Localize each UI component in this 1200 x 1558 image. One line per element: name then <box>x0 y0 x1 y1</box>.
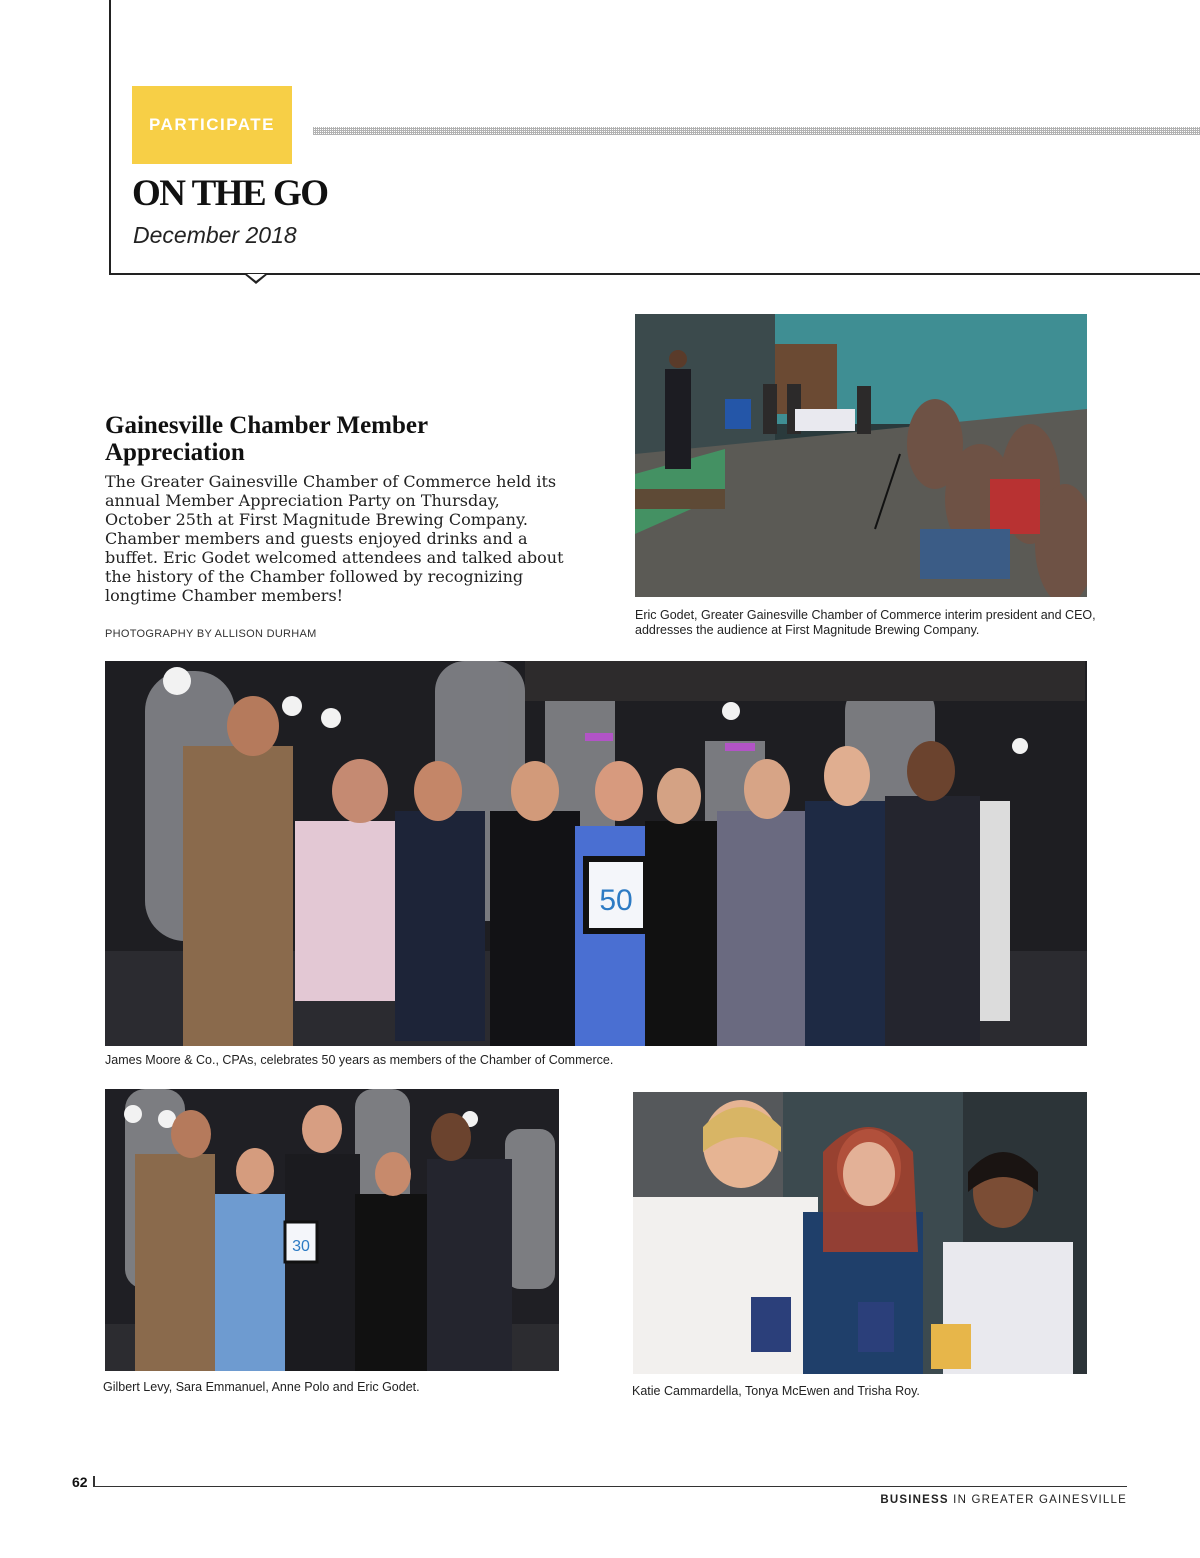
header-frame-bottom-rule <box>109 273 1200 275</box>
photo-caption-speaker: Eric Godet, Greater Gainesville Chamber of Commerce interim president and CEO, addresses the audience at First Magnitude Brewing Company. <box>635 608 1096 637</box>
photo-caption-group-30: Gilbert Levy, Sara Emmanuel, Anne Polo and Eric Godet. <box>103 1380 420 1394</box>
section-tag-label: PARTICIPATE <box>148 115 276 134</box>
photo-caption-three-women: Katie Cammardella, Tonya McEwen and Trisha Roy. <box>632 1384 920 1398</box>
section-tag <box>132 86 292 164</box>
issue-date: December 2018 <box>133 222 297 248</box>
photo-credit: PHOTOGRAPHY BY ALLISON DURHAM <box>105 628 317 640</box>
section-title: ON THE GO <box>132 173 328 214</box>
photo-three-women <box>633 1092 1087 1374</box>
dotted-header-rule <box>313 127 1200 135</box>
article-body: The Greater Gainesville Chamber of Commerce held its annual Member Appreciation Party on Thursday, October 25th at First Magnitude Brewing Company. Chamber members and guests enjoyed drinks and a buffet. Eric Godet welcomed attendees and talked about the history of the Chamber followed by recognizing longtime Chamber members! <box>105 472 564 605</box>
header-frame-left-rule <box>109 0 111 274</box>
photo-group-50-years <box>105 661 1087 1046</box>
plaque-30-text: 30 <box>292 1238 310 1255</box>
article-title: Gainesville Chamber Member Appreciation <box>105 412 428 466</box>
plaque-50-text: 50 <box>599 884 633 917</box>
publication-name: BUSINESS IN GREATER GAINESVILLE <box>880 1494 1127 1506</box>
photo-speaker-audience <box>635 314 1087 597</box>
photo-caption-group-50: James Moore & Co., CPAs, celebrates 50 years as members of the Chamber of Commerce. <box>105 1053 614 1067</box>
page-number: 62 <box>72 1474 88 1490</box>
footer-rule <box>95 1486 1127 1487</box>
photo-group-30-years <box>105 1089 559 1371</box>
